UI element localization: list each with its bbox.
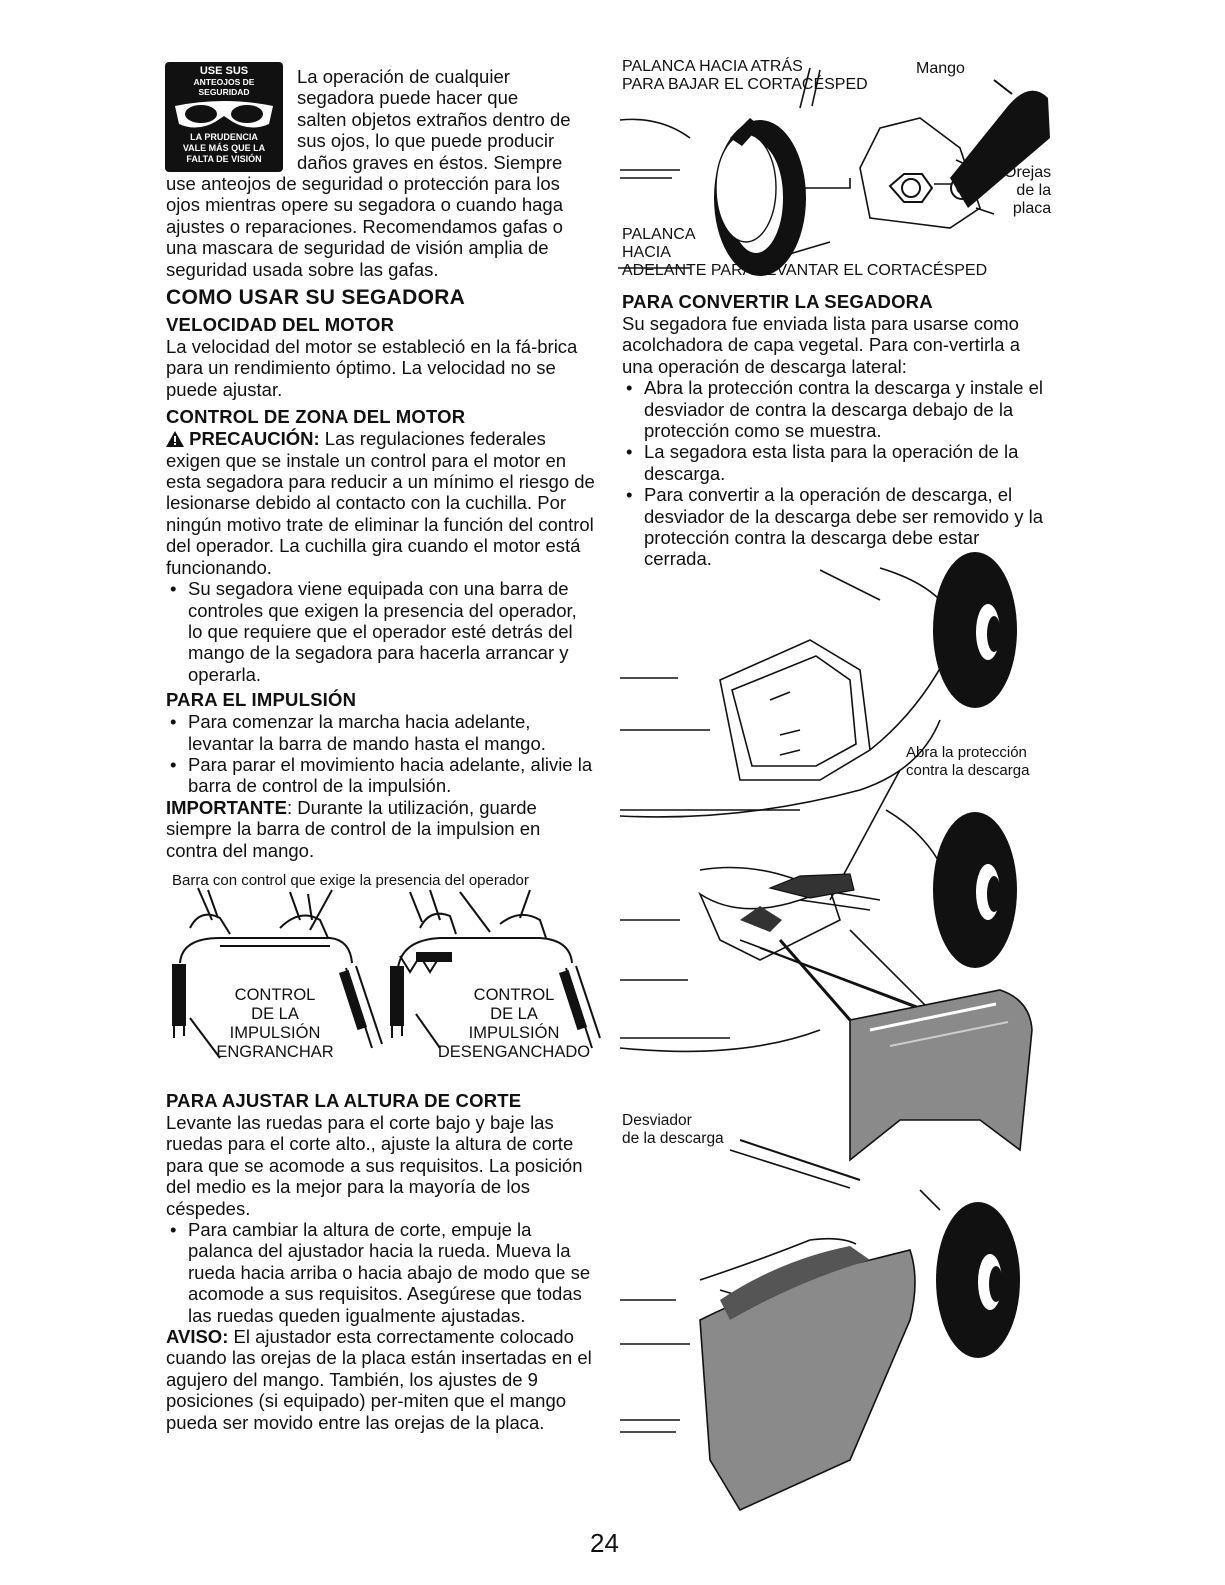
heading-impulsion: PARA EL IMPULSIÓN — [166, 689, 357, 711]
intro-line: salten objetos extraños dentro de — [297, 108, 571, 130]
control-bullet-list — [166, 578, 596, 685]
list-item: • Para comenzar la marcha hacia adelante, levantar la barra de mando hasta el mango. — [166, 711, 596, 754]
label-line: Abra la protección — [906, 744, 1027, 761]
badge-top-text — [165, 66, 283, 98]
label-desviador — [622, 1112, 724, 1148]
handle-figure — [160, 868, 600, 1068]
list-item: • La segadora esta lista para la operación de la descarga. — [622, 441, 1052, 484]
label-line: PALANCA HACIA ATRÁS — [622, 58, 803, 75]
badge-bottom-text — [165, 132, 283, 165]
label-line: de la descarga — [622, 1130, 724, 1147]
precaucion-text: Las regulaciones federales exigen que se instale un control para el motor en esta segadora para reducir a un mínimo el riesgo de lesionarse debido al contacto con la cuchilla. Por ningún motivo trate de eliminar la función del control del operador. La cuchilla gira cuando el motor está funcionando. — [166, 428, 595, 578]
label-disengage — [424, 986, 604, 1062]
list-item: • Su segadora viene equipada con una barra de controles que exigen la presencia del operador, lo que requiere que el operador esté detrás del mango de la segadora para hacerla arrancar y operarla. — [166, 578, 596, 685]
discharge-illustration — [620, 560, 1060, 1520]
page-number: 24 — [590, 1528, 619, 1558]
convertir-paragraph: Su segadora fue enviada lista para usarse como acolchadora de capa vegetal. Para con-vertirla a una operación de descarga lateral: — [622, 313, 1020, 377]
label-line: PARA BAJAR EL CORTACÉSPED — [622, 76, 868, 93]
aviso-text: El ajustador esta correctamente colocado cuando las orejas de la placa están insertadas en el agujero del mango. También, los ajustes de 9 posiciones (si equipado) per-miten que el mango pueda ser movido entre las orejas de la placa. — [166, 1326, 592, 1433]
warning-icon — [166, 431, 184, 447]
label-line: DE LA — [490, 1005, 538, 1023]
label-line: CONTROL — [234, 986, 316, 1004]
label-line: Desviador — [622, 1112, 692, 1129]
label-line: DE LA — [251, 1005, 299, 1023]
handle-figure-caption: Barra con control que exige la presencia del operador — [172, 872, 529, 889]
badge-line: VALE MÁS QUE LA — [182, 143, 266, 153]
label-line: ENGRANCHAR — [216, 1043, 334, 1061]
label-line: placa — [1012, 200, 1052, 217]
left-column-bottom — [166, 1090, 596, 1433]
label-orejas — [1004, 164, 1051, 218]
label-engage — [200, 986, 350, 1062]
label-line: IMPULSIÓN — [468, 1024, 560, 1042]
badge-line: SEGURIDAD — [198, 87, 250, 97]
safety-glasses-badge — [165, 62, 283, 172]
wheel-height-figure — [620, 58, 1050, 283]
intro-wrap-text — [297, 66, 597, 173]
intro-line: daños graves en éstos. Siempre — [297, 151, 563, 173]
label-line: de la — [1016, 182, 1052, 199]
discharge-figure — [620, 560, 1060, 1520]
precaucion-paragraph — [166, 428, 596, 578]
label-line: ADELANTE PARA LEVANTAR EL CORTACÉSPED — [622, 262, 988, 279]
badge-line: FALTA DE VISIÓN — [186, 154, 262, 164]
importante-text: : Durante la utilización, guarde siempre la barra de control de la impulsion en contra del mango. — [166, 796, 541, 861]
list-item: • Para parar el movimiento hacia adelante, alivie la barra de control de la impulsión. — [166, 754, 596, 797]
label-mango: Mango — [916, 60, 965, 77]
altura-bullet-list — [166, 1219, 596, 1326]
label-line: IMPULSIÓN — [229, 1024, 321, 1042]
intro-line: segadora puede hacer que — [297, 87, 519, 109]
precaucion-label: PRECAUCIÓN: — [189, 428, 320, 450]
importante-label: IMPORTANTE — [166, 796, 287, 818]
label-line: HACIA — [622, 244, 671, 261]
label-lever-front — [622, 226, 987, 280]
label-lever-back — [622, 58, 868, 94]
badge-line: USE SUS — [199, 65, 249, 77]
list-item: • Abra la protección contra la descarga y instale el desviador de contra la descarga debajo de la protección como se muestra. — [622, 377, 1052, 441]
list-item: • Para convertir a la operación de descarga, el desviador de la descarga debe ser removido y la protección contra la descarga debe estar cerrada. — [622, 484, 1052, 570]
label-line: contra la descarga — [906, 762, 1030, 779]
list-item: • Para cambiar la altura de corte, empuje la palanca del ajustador hacia la rueda. Mueva la rueda hacia arriba o hacia abajo de modo que se acomode a sus requisitos. Asegúrese que todas las ruedas queden igualmente ajustadas. — [166, 1219, 596, 1326]
label-abra-proteccion — [906, 744, 1029, 780]
right-column — [622, 291, 1052, 570]
label-line: CONTROL — [473, 986, 555, 1004]
convertir-bullet-list — [622, 377, 1052, 570]
intro-line: sus ojos, lo que puede producir — [297, 130, 555, 152]
goggles-icon — [171, 98, 277, 134]
intro-line: La operación de cualquier — [297, 66, 510, 87]
altura-paragraph: Levante las ruedas para el corte bajo y baje las ruedas para el corte alto., ajuste la altura de corte para que se acomode a sus requisitos. La posición del medio es la mejor para la mayoría de los céspedes. — [166, 1112, 583, 1219]
heading-altura: PARA AJUSTAR LA ALTURA DE CORTE — [166, 1090, 522, 1111]
label-line: DESENGANCHADO — [437, 1043, 591, 1061]
aviso-label: AVISO: — [166, 1326, 229, 1348]
badge-line: ANTEOJOS DE — [193, 76, 255, 87]
impulsion-bullet-list — [166, 711, 596, 797]
badge-line: LA PRUDENCIA — [190, 132, 258, 142]
intro-paragraph: use anteojos de seguridad o protección para los ojos mientras opere su segadora o cuando haga ajustes o reparaciones. Recomendamos gafas o una mascara de seguridad de visión amplia de seguridad usada sobre las gafas. — [166, 173, 563, 280]
heading-velocidad: VELOCIDAD DEL MOTOR — [166, 314, 395, 336]
importante-paragraph — [166, 797, 596, 861]
section-title-como: COMO USAR SU SEGADORA — [166, 286, 466, 310]
heading-control-zona: CONTROL DE ZONA DEL MOTOR — [166, 406, 466, 428]
velocidad-paragraph: La velocidad del motor se estableció en la fá-brica para un rendimiento óptimo. La velocidad no se puede ajustar. — [166, 336, 578, 400]
label-line: Orejas — [1004, 164, 1052, 181]
label-line: PALANCA — [622, 226, 696, 243]
left-column — [166, 173, 596, 861]
aviso-paragraph — [166, 1326, 596, 1433]
heading-convertir: PARA CONVERTIR LA SEGADORA — [622, 291, 933, 312]
